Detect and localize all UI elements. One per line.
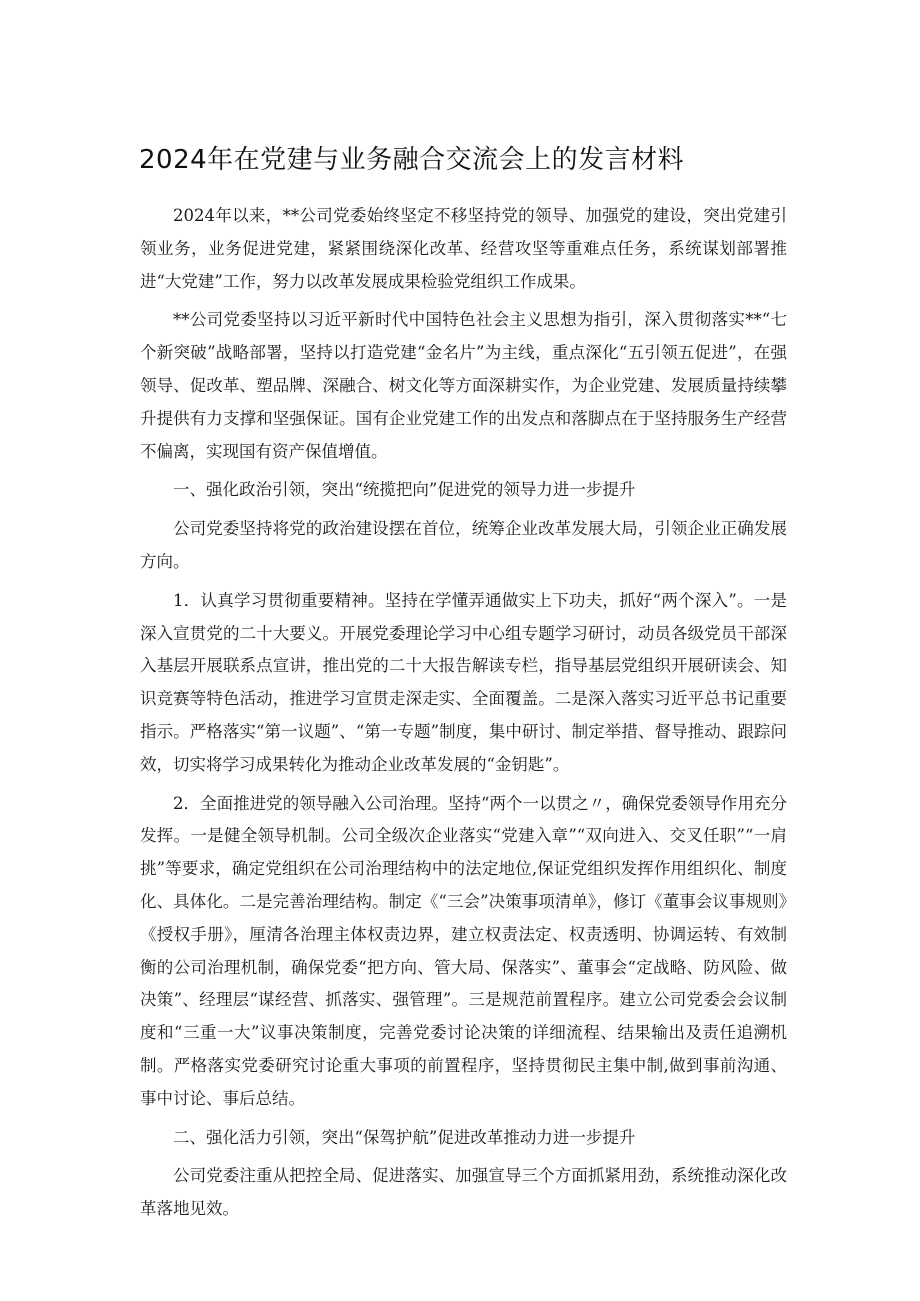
section-heading-2: 二、强化活力引领，突出“保驾护航”促进改革推动力进一步提升 [173,1127,636,1147]
document-body [140,200,787,1232]
paragraph-intro: 2024年以来，**公司党委始终坚定不移坚持党的领导、加强党的建设，突出党建引领业务，业务促进党建，紧紧围绕深化改革、经营攻坚等重难点任务，系统谋划部署推进“大党建”工作，努力以改革发展成果检验党组织工作成果。 [140,206,787,291]
document-title: 2024年在党建与业务融合交流会上的发言材料 [139,145,685,175]
paragraph-overview: **公司党委坚持以习近平新时代中国特色社会主义思想为指引，深入贯彻落实**“七个新突破”战略部署，坚持以打造党建“金名片”为主线，重点深化“五引领五促进”，在强领导、促改革、塑品牌、深融合、树文化等方面深耕实作，为企业党建、发展质量持续攀升提供有力支撑和坚强保证。国有企业党建工作的出发点和落脚点在于坚持服务生产经营不偏离，实现国有资产保值增值。 [140,310,787,461]
paragraph-item-2: 2．全面推进党的领导融入公司治理。坚持“两个一以贯之〃，确保党委领导作用充分发挥。一是健全领导机制。公司全级次企业落实“党建入章”“双向进入、交叉任职”“一肩挑”等要求，确定党组织在公司治理结构中的法定地位,保证党组织发挥作用组织化、制度化、具体化。二是完善治理结构。制定《“三会”决策事项清单》，修订《董事会议事规则》《授权手册》，厘清各治理主体权责边界，建立权责法定、权责透明、协调运转、有效制衡的公司治理机制，确保党委“把方向、管大局、保落实”、董事会“定战略、防风险、做决策”、经理层“谋经营、抓落实、强管理”。三是规范前置程序。建立公司党委会会议制度和“三重一大”议事决策制度，完善党委讨论决策的详细流程、结果输出及责任追溯机制。严格落实党委研究讨论重大事项的前置程序，坚持贯彻民主集中制,做到事前沟通、事中讨论、事后总结。 [140,793,787,1108]
section-heading-1: 一、强化政治引领，突出“统揽把向”促进党的领导力进一步提升 [173,480,636,500]
paragraph-section-2-intro: 公司党委注重从把控全局、促进落实、加强宣导三个方面抓紧用劲，系统推动深化改革落地见效。 [140,1166,787,1219]
paragraph-item-1: 1．认真学习贯彻重要精神。坚持在学懂弄通做实上下功夫，抓好“两个深入”。一是深入宣贯党的二十大要义。开展党委理论学习中心组专题学习研讨，动员各级党员干部深入基层开展联系点宣讲，推出党的二十大报告解读专栏，指导基层党组织开展研读会、知识竞赛等特色活动，推进学习宣贯走深走实、全面覆盖。二是深入落实习近平总书记重要指示。严格落实“第一议题”、“第一专题”制度，集中研讨、制定举措、督导推动、跟踪问效，切实将学习成果转化为推动企业改革发展的“金钥匙”。 [140,590,787,774]
paragraph-section-1-intro: 公司党委坚持将党的政治建设摆在首位，统筹企业改革发展大局，引领企业正确发展方向。 [140,519,787,571]
